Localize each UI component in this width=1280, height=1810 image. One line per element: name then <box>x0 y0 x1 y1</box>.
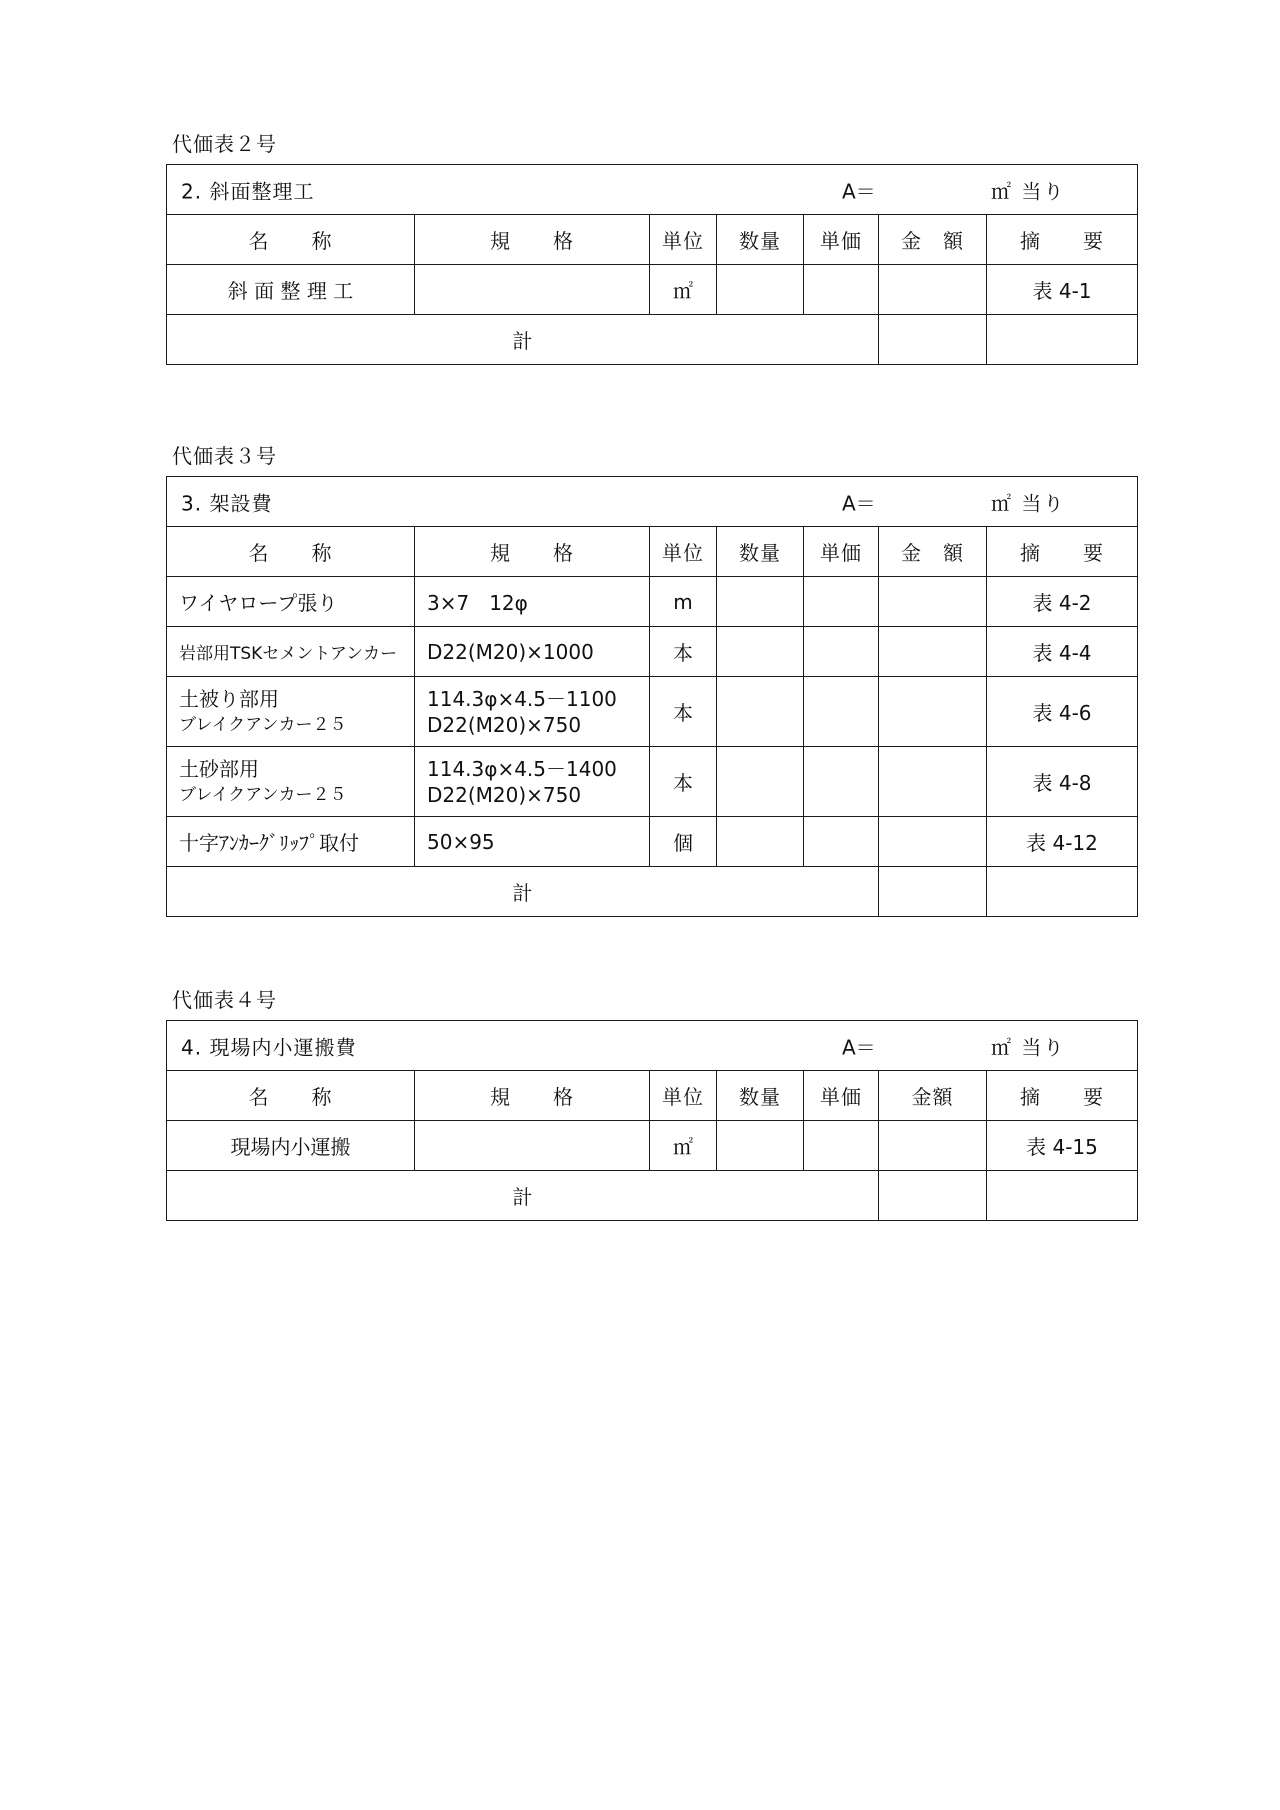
item-quantity <box>717 1121 804 1171</box>
item-spec-line-1: 114.3φ×4.5－1100 <box>427 686 617 711</box>
header-spec: 規 格 <box>415 527 650 577</box>
total-amount <box>879 315 987 365</box>
header-amount: 金 額 <box>879 527 987 577</box>
item-note: 表 4-1 <box>987 265 1138 315</box>
header-note: 摘 要 <box>987 215 1138 265</box>
table-title: 3. 架設費 <box>181 491 273 515</box>
item-quantity <box>717 627 804 677</box>
table-3-label: 代価表３号 <box>172 444 277 468</box>
item-note: 表 4-6 <box>987 677 1138 747</box>
header-unit: 単位 <box>650 1071 717 1121</box>
area-label: A＝ <box>842 1035 876 1059</box>
header-name: 名 称 <box>167 215 415 265</box>
item-name: 十字ｱﾝｶｰｸﾞﾘｯﾌﾟ取付 <box>167 817 415 867</box>
total-label: 計 <box>167 867 879 917</box>
area-unit: ㎡ 当り <box>991 1035 1066 1059</box>
header-quantity: 数量 <box>717 215 804 265</box>
header-row <box>167 527 1138 577</box>
item-spec: 3×7 12φ <box>415 577 650 627</box>
item-amount <box>879 817 987 867</box>
area-unit: ㎡ 当り <box>991 179 1066 203</box>
item-unit-price <box>804 1121 879 1171</box>
item-unit: 個 <box>650 817 717 867</box>
header-quantity: 数量 <box>717 1071 804 1121</box>
item-unit: 本 <box>650 747 717 817</box>
item-unit: ㎡ <box>650 1121 717 1171</box>
item-quantity <box>717 817 804 867</box>
item-name-line-2: ブレイクアンカー２５ <box>179 714 347 735</box>
table-4-label: 代価表４号 <box>172 988 277 1012</box>
item-name: 岩部用TSKセメントアンカー <box>167 627 415 677</box>
item-name <box>167 747 415 817</box>
header-row <box>167 215 1138 265</box>
header-amount: 金額 <box>879 1071 987 1121</box>
total-amount <box>879 1171 987 1221</box>
item-unit-price <box>804 747 879 817</box>
header-unit-price: 単価 <box>804 527 879 577</box>
header-spec: 規 格 <box>415 1071 650 1121</box>
item-name: 現場内小運搬 <box>167 1121 415 1171</box>
item-quantity <box>717 577 804 627</box>
item-spec <box>415 1121 650 1171</box>
item-amount <box>879 1121 987 1171</box>
table-row <box>167 1121 1138 1171</box>
item-spec-line-2: D22(M20)×750 <box>427 712 582 737</box>
table-title-row <box>167 477 1138 527</box>
item-note: 表 4-4 <box>987 627 1138 677</box>
header-note: 摘 要 <box>987 1071 1138 1121</box>
table-row <box>167 747 1138 817</box>
item-amount <box>879 677 987 747</box>
table-title: 4. 現場内小運搬費 <box>181 1035 357 1059</box>
total-row <box>167 315 1138 365</box>
table-row <box>167 677 1138 747</box>
item-spec-line-2: D22(M20)×750 <box>427 782 582 807</box>
table-title: 2. 斜面整理工 <box>181 179 315 203</box>
item-name: 斜 面 整 理 工 <box>167 265 415 315</box>
area-label: A＝ <box>842 491 876 515</box>
table-title-row <box>167 165 1138 215</box>
item-unit-price <box>804 627 879 677</box>
item-spec: D22(M20)×1000 <box>415 627 650 677</box>
item-note: 表 4-8 <box>987 747 1138 817</box>
table-2-label: 代価表２号 <box>172 132 277 156</box>
header-amount: 金 額 <box>879 215 987 265</box>
item-spec <box>415 265 650 315</box>
item-unit-price <box>804 817 879 867</box>
item-quantity <box>717 677 804 747</box>
header-unit: 単位 <box>650 215 717 265</box>
item-name-line-2: ブレイクアンカー２５ <box>179 784 347 805</box>
cost-table-3 <box>166 476 1138 917</box>
cost-table-4 <box>166 1020 1138 1221</box>
total-row <box>167 867 1138 917</box>
item-spec: 50×95 <box>415 817 650 867</box>
item-quantity <box>717 265 804 315</box>
header-spec: 規 格 <box>415 215 650 265</box>
table-row <box>167 265 1138 315</box>
table-row <box>167 627 1138 677</box>
table-row <box>167 577 1138 627</box>
header-unit: 単位 <box>650 527 717 577</box>
item-unit-price <box>804 577 879 627</box>
header-row <box>167 1071 1138 1121</box>
header-name: 名 称 <box>167 527 415 577</box>
item-spec <box>415 747 650 817</box>
item-unit-price <box>804 265 879 315</box>
header-unit-price: 単価 <box>804 215 879 265</box>
item-amount <box>879 627 987 677</box>
item-name <box>167 677 415 747</box>
item-name-line-1: 土被り部用 <box>179 686 279 711</box>
header-quantity: 数量 <box>717 527 804 577</box>
item-name-line-1: 土砂部用 <box>179 756 259 781</box>
total-note <box>987 1171 1138 1221</box>
total-row <box>167 1171 1138 1221</box>
item-unit: m <box>650 577 717 627</box>
header-note: 摘 要 <box>987 527 1138 577</box>
item-name: ワイヤロープ張り <box>167 577 415 627</box>
total-note <box>987 315 1138 365</box>
item-amount <box>879 577 987 627</box>
total-note <box>987 867 1138 917</box>
item-unit: 本 <box>650 627 717 677</box>
header-name: 名 称 <box>167 1071 415 1121</box>
item-amount <box>879 747 987 817</box>
item-amount <box>879 265 987 315</box>
item-note: 表 4-12 <box>987 817 1138 867</box>
item-note: 表 4-2 <box>987 577 1138 627</box>
item-unit-price <box>804 677 879 747</box>
area-label: A＝ <box>842 179 876 203</box>
item-unit: ㎡ <box>650 265 717 315</box>
item-spec-line-1: 114.3φ×4.5－1400 <box>427 756 617 781</box>
table-row <box>167 817 1138 867</box>
area-unit: ㎡ 当り <box>991 491 1066 515</box>
item-unit: 本 <box>650 677 717 747</box>
total-label: 計 <box>167 315 879 365</box>
total-amount <box>879 867 987 917</box>
header-unit-price: 単価 <box>804 1071 879 1121</box>
item-spec <box>415 677 650 747</box>
cost-table-2 <box>166 164 1138 365</box>
total-label: 計 <box>167 1171 879 1221</box>
table-title-row <box>167 1021 1138 1071</box>
item-note: 表 4-15 <box>987 1121 1138 1171</box>
item-quantity <box>717 747 804 817</box>
